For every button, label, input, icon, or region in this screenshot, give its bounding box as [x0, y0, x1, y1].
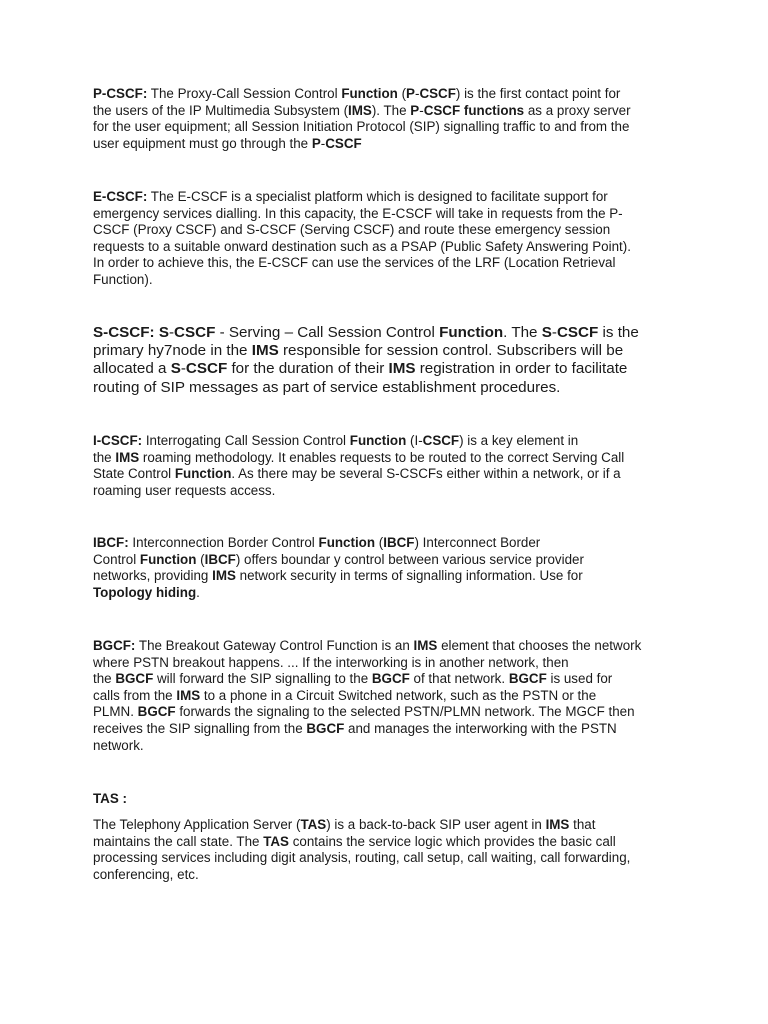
bold-term: Function — [174, 466, 232, 482]
bold-term: IMS — [115, 449, 140, 465]
bold-term: CSCF — [174, 324, 216, 341]
text-run: . The — [503, 324, 542, 341]
bold-term: Function — [439, 324, 504, 341]
bold-term: Function — [349, 433, 407, 448]
text-line — [93, 450, 683, 467]
text-run: . — [196, 584, 200, 600]
bold-term: IMS — [212, 568, 236, 584]
text-line — [93, 360, 683, 378]
text-line — [93, 535, 683, 552]
bold-term: IBCF — [383, 535, 415, 550]
text-run: ) is the first contact point for — [455, 86, 621, 101]
text-run: forwards the signaling to the selected PSTN/PLMN network. The MGCF then — [175, 704, 635, 720]
text-run: for the user equipment; all Session Initiation Protocol (SIP) signalling traffic to and from the — [93, 119, 630, 135]
text-run: PLMN. — [93, 704, 138, 720]
paragraph-p-cscf — [93, 86, 683, 152]
bold-term: TAS — [300, 817, 327, 832]
bold-term: BGCF — [137, 704, 176, 720]
text-line — [93, 483, 683, 500]
text-run: ( — [196, 551, 205, 567]
bold-term: S — [170, 360, 181, 378]
bold-term: P — [410, 102, 420, 118]
text-line — [93, 638, 683, 655]
text-run: network security in terms of signalling information. Use for — [235, 568, 583, 584]
text-run: the — [93, 671, 116, 687]
text-run: ) offers boundar y control between various service provider — [235, 551, 584, 567]
text-run: will forward the SIP signalling to the — [153, 671, 372, 687]
bold-term: IMS — [545, 817, 570, 832]
bold-term: BGCF — [508, 671, 547, 687]
text-line — [93, 791, 683, 808]
text-run: as a proxy server — [524, 102, 631, 118]
text-line — [93, 433, 683, 450]
paragraph-bgcf — [93, 638, 683, 754]
bold-term: S-CSCF: — [93, 324, 159, 341]
text-run: roaming methodology. It enables requests to be routed to the correct Serving Call — [139, 449, 625, 465]
text-run: networks, providing — [93, 568, 213, 584]
paragraph-tas — [93, 817, 683, 883]
text-run: for the duration of their — [227, 360, 389, 378]
bold-term: TAS — [263, 833, 289, 849]
bold-term: CSCF — [419, 86, 456, 101]
text-line — [93, 834, 683, 851]
paragraph-e-cscf — [93, 189, 683, 289]
text-line — [93, 342, 683, 360]
text-run: maintains the call state. The — [93, 833, 264, 849]
heading-tas — [93, 791, 683, 808]
bold-term: Function — [318, 535, 376, 550]
bold-term: IBCF — [204, 551, 236, 567]
text-run: The E-CSCF is a specialist platform which is designed to facilitate support for — [147, 189, 608, 204]
text-run: - — [168, 324, 175, 341]
text-run: - — [180, 360, 186, 378]
text-run: requests to a suitable onward destination such as a PSAP (Public Safety Answering Point). — [93, 238, 631, 254]
text-run: - — [414, 86, 420, 101]
text-run: - — [320, 135, 326, 151]
text-run: (I- — [406, 433, 423, 448]
bold-term: P — [311, 135, 321, 151]
text-run: is the — [598, 324, 639, 341]
bold-term: IMS — [348, 102, 372, 118]
text-line — [93, 206, 683, 223]
text-line — [93, 688, 683, 705]
text-run: receives the SIP signalling from the — [93, 720, 307, 736]
bold-term: S — [541, 324, 552, 341]
text-run: contains the service logic which provides the basic call — [289, 833, 616, 849]
bold-term: TAS : — [93, 791, 127, 806]
text-line — [93, 119, 683, 136]
text-line — [93, 568, 683, 585]
text-run: ) Interconnect Border — [414, 535, 541, 550]
text-run: conferencing, etc. — [93, 866, 199, 882]
bold-term: BGCF — [306, 720, 345, 736]
bold-term: I-CSCF: — [93, 433, 143, 448]
bold-term: BGCF — [115, 671, 154, 687]
text-run: calls from the — [93, 687, 177, 703]
bold-term: E-CSCF: — [93, 189, 148, 204]
bold-term: IMS — [176, 687, 201, 703]
text-run: ) is a key element in — [459, 433, 579, 448]
text-run: ). The — [371, 102, 411, 118]
text-run: and manages the interworking with the PSTN — [344, 720, 617, 736]
bold-term: CSCF — [556, 324, 599, 341]
text-run: Interconnection Border Control — [128, 535, 319, 550]
bold-term: Function — [139, 551, 197, 567]
text-run: Function). — [93, 271, 153, 287]
text-run: routing of SIP messages as part of service establishment procedures. — [93, 378, 561, 396]
text-run: ) is a back-to-back SIP user agent in — [326, 817, 546, 832]
bold-term: IMS — [413, 638, 438, 653]
text-run: primary hy7node in the — [93, 342, 252, 360]
text-run: registration in order to facilitate — [415, 360, 628, 378]
text-run: the users of the IP Multimedia Subsystem ( — [93, 102, 349, 118]
text-line — [93, 585, 683, 602]
bold-term: P-CSCF: — [93, 86, 148, 101]
text-run: the — [93, 449, 116, 465]
text-run: - — [419, 102, 424, 118]
text-line — [93, 103, 683, 120]
text-run: ( — [375, 535, 384, 550]
paragraph-s-cscf — [93, 324, 683, 397]
text-run: where PSTN breakout happens. ... If the interworking is in another network, then — [93, 654, 569, 670]
bold-term: BGCF — [371, 671, 410, 687]
text-run: network. — [93, 737, 144, 753]
text-run: that — [569, 817, 596, 832]
text-line — [93, 817, 683, 834]
text-run: allocated a — [93, 360, 171, 378]
text-run: The Telephony Application Server ( — [93, 817, 301, 832]
text-run: of that network. — [409, 671, 509, 687]
text-line — [93, 552, 683, 569]
paragraph-i-cscf — [93, 433, 683, 499]
text-run: CSCF (Proxy CSCF) and S-CSCF (Serving CSCF) and route these emergency session — [93, 222, 611, 238]
text-line — [93, 867, 683, 884]
bold-term: CSCF — [185, 360, 228, 378]
text-run: responsible for session control. Subscribers will be — [278, 342, 624, 360]
bold-term: P — [406, 86, 415, 101]
text-run: - Serving – Call Session Control — [215, 324, 440, 341]
text-run: emergency services dialling. In this capacity, the E-CSCF will take in requests from the P- — [93, 205, 623, 221]
bold-term: BGCF: — [93, 638, 136, 653]
bold-term: IMS — [251, 342, 279, 360]
bold-term: CSCF functions — [423, 102, 525, 118]
text-run: In order to achieve this, the E-CSCF can use the services of the LRF (Location Retrieval — [93, 255, 616, 271]
text-line — [93, 136, 683, 153]
text-run: The Breakout Gateway Control Function is an — [135, 638, 414, 653]
text-line — [93, 850, 683, 867]
text-line — [93, 721, 683, 738]
text-line — [93, 655, 683, 672]
text-line — [93, 704, 683, 721]
text-line — [93, 466, 683, 483]
text-line — [93, 86, 683, 103]
bold-term: Function — [341, 86, 398, 101]
text-line — [93, 189, 683, 206]
bold-term: CSCF — [325, 135, 362, 151]
text-run: roaming user requests access. — [93, 482, 276, 498]
text-line — [93, 379, 683, 397]
text-run: Interrogating Call Session Control — [142, 433, 350, 448]
text-line — [93, 255, 683, 272]
text-line — [93, 222, 683, 239]
bold-term: Topology hiding — [93, 584, 197, 600]
text-run: user equipment must go through the — [93, 135, 312, 151]
text-line — [93, 239, 683, 256]
bold-term: CSCF — [422, 433, 460, 448]
text-line — [93, 324, 683, 342]
text-run: The Proxy-Call Session Control — [147, 86, 342, 101]
text-run: Control — [93, 551, 140, 567]
bold-term: S — [158, 324, 169, 341]
text-run: processing services including digit analysis, routing, call setup, call waiting, call forwarding, — [93, 850, 631, 866]
paragraph-ibcf — [93, 535, 683, 601]
text-run: to a phone in a Circuit Switched network, such as the PSTN or the — [200, 687, 597, 703]
text-run: ( — [397, 86, 407, 101]
text-run: is used for — [546, 671, 613, 687]
text-run: - — [551, 324, 557, 341]
text-line — [93, 738, 683, 755]
bold-term: IMS — [388, 360, 416, 378]
text-run: element that chooses the network — [437, 638, 642, 653]
bold-term: IBCF: — [93, 535, 129, 550]
text-run: . As there may be several S-CSCFs either within a network, or if a — [231, 466, 621, 482]
text-run: State Control — [93, 466, 175, 482]
text-line — [93, 671, 683, 688]
text-line — [93, 272, 683, 289]
